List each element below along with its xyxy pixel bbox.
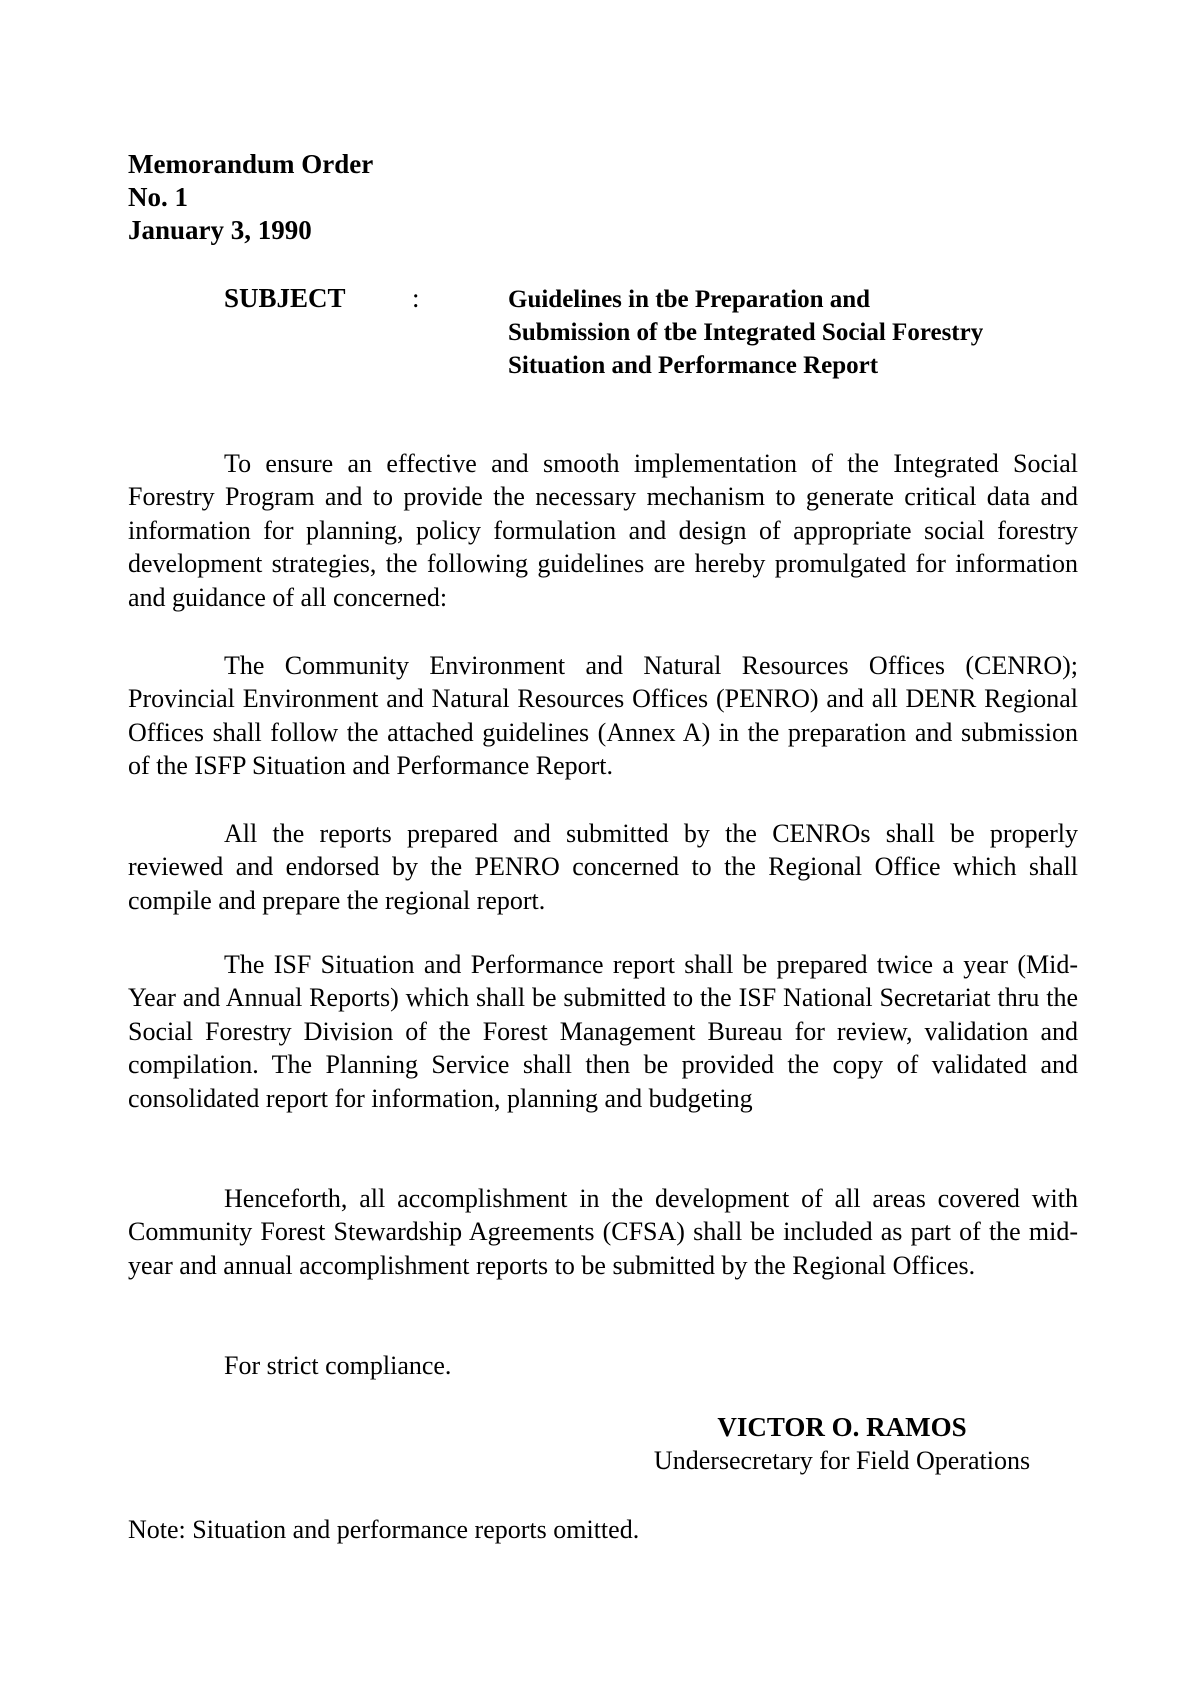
memo-header xyxy=(128,148,373,247)
memo-date: January 3, 1990 xyxy=(128,215,312,245)
signatory-name: VICTOR O. RAMOS xyxy=(717,1412,967,1442)
subject-separator: : xyxy=(412,283,420,313)
body-paragraph: All the reports prepared and submitted by the CENROs shall be properly reviewed and endorsed by the PENRO concerned to the Regional Office which shall compile and prepare the regional report. xyxy=(128,819,1078,915)
subject-label: SUBJECT xyxy=(224,283,346,313)
body-paragraph: The ISF Situation and Performance report shall be prepared twice a year (Mid-Year and Annual Reports) which shall be submitted to the ISF National Secretariat thru the Social Forestry Division of the Forest Management Bureau for review, validation and compilation. The Planning Service shall then be provided the copy of validated and consolidated report for information, planning and budgeting xyxy=(128,950,1078,1113)
body-paragraph: To ensure an effective and smooth implementation of the Integrated Social Forestry Program and to provide the necessary mechanism to generate critical data and information for planning, policy formulation and design of appropriate social forestry development strategies, the following guidelines are hereby promulgated for information and guidance of all concerned: xyxy=(128,449,1078,612)
body-paragraph: The Community Environment and Natural Resources Offices (CENRO); Provincial Environment and Natural Resources Offices (PENRO) and all DENR Regional Offices shall follow the attached guidelines (Annex A) in the preparation and submission of the ISFP Situation and Performance Report. xyxy=(128,651,1078,781)
closing-line: For strict compliance. xyxy=(224,1351,452,1380)
signatory-title: Undersecretary for Field Operations xyxy=(653,1446,1031,1475)
memo-title: Memorandum Order xyxy=(128,149,374,179)
subject-text: Guidelines in tbe Preparation and Submission of tbe Integrated Social Forestry Situation and Performance Report xyxy=(508,286,984,379)
memo-number: No. 1 xyxy=(128,182,188,212)
footnote: Note: Situation and performance reports omitted. xyxy=(128,1515,640,1544)
body-paragraph: Henceforth, all accomplishment in the development of all areas covered with Community Forest Stewardship Agreements (CFSA) shall be included as part of the mid-year and annual accomplishment reports to be submitted by the Regional Offices. xyxy=(128,1184,1078,1280)
